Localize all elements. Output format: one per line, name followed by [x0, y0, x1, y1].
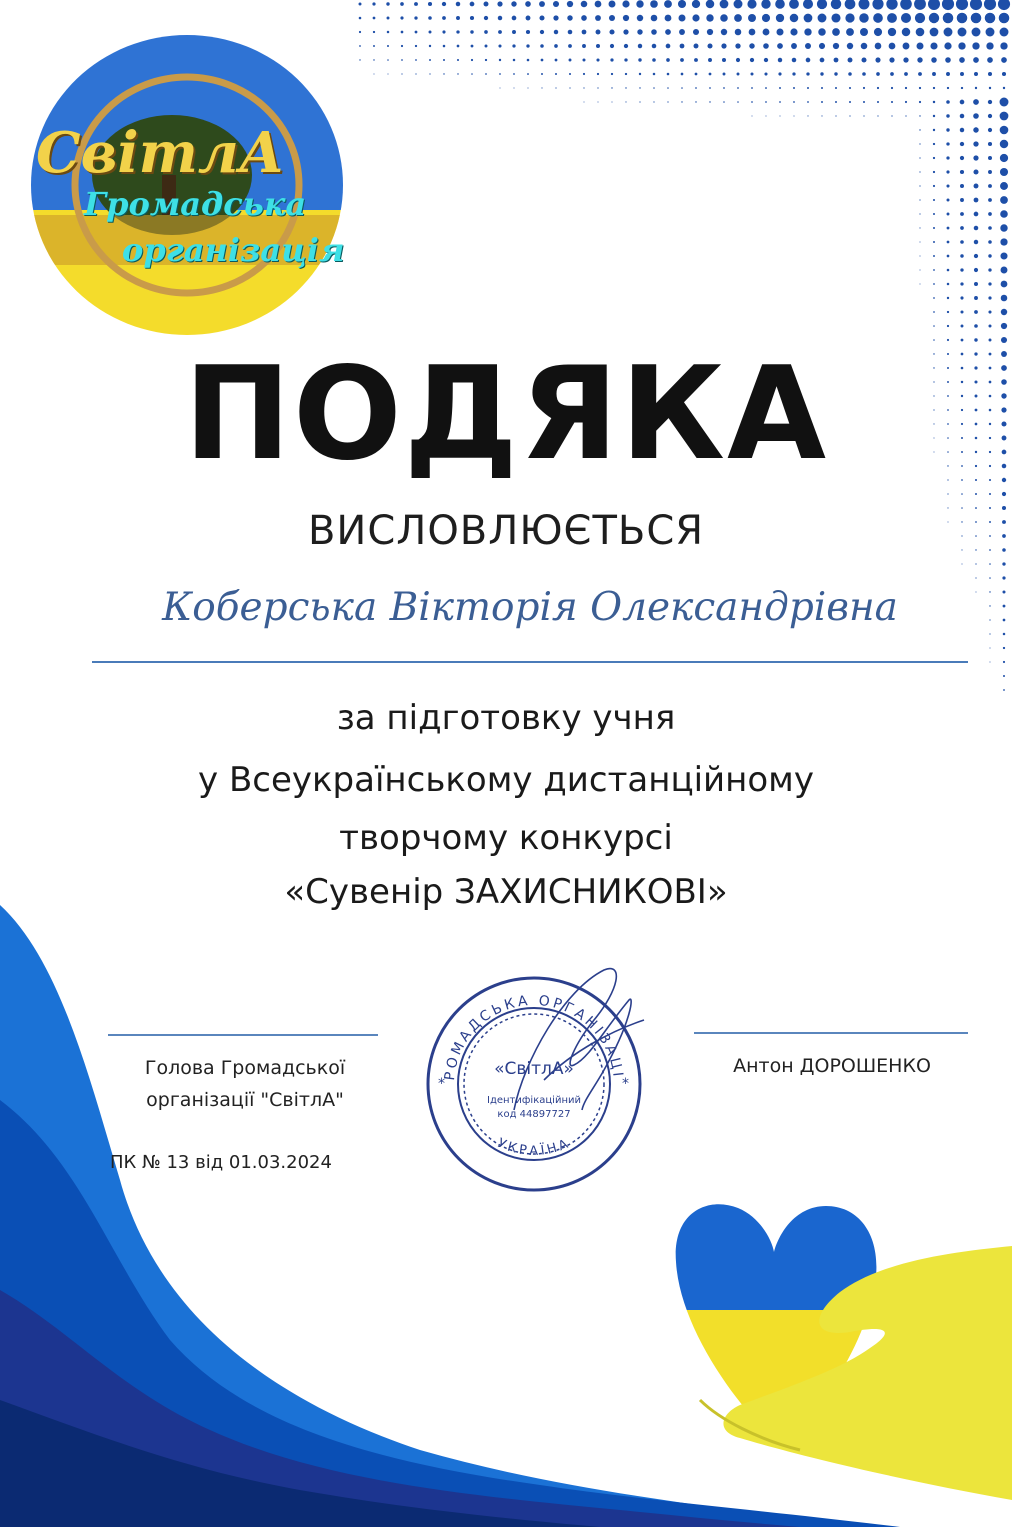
recipient-underline — [92, 661, 968, 663]
stamp-center-text: «СвітлА» — [494, 1059, 574, 1079]
logo-subtitle: Громадська — [84, 185, 307, 223]
stamp-id-code: код 44897727 — [497, 1109, 571, 1120]
reason-line-2: у Всеукраїнському дистанційному — [198, 760, 814, 800]
certificate-title: ПОДЯКА — [183, 340, 829, 489]
reason-line-3: творчому конкурсі — [339, 818, 673, 858]
stamp-bottom-text: УКРАЇНА — [495, 1135, 573, 1159]
recipient-name: Коберська Вікторія Олександрівна — [162, 585, 898, 630]
signatory-position-line-2: організації "СвітлА" — [146, 1089, 344, 1111]
official-stamp — [414, 960, 654, 1200]
signature-line-left — [108, 1034, 378, 1036]
organization-logo — [22, 25, 352, 345]
stamp-star-left: * — [438, 1076, 445, 1092]
signature-line-right — [694, 1032, 968, 1034]
certificate-subtitle: ВИСЛОВЛЮЄТЬСЯ — [307, 508, 705, 554]
signatory-position — [100, 1052, 390, 1116]
reason-line-1: за підготовку учня — [336, 698, 676, 738]
signatory-name: Антон ДОРОШЕНКО — [733, 1055, 931, 1077]
reason-line-4: «Сувенір ЗАХИСНИКОВІ» — [284, 872, 728, 912]
stamp-star-right: * — [622, 1076, 629, 1092]
logo-subtitle-2: організація — [122, 231, 345, 269]
logo-title: СвітлА — [36, 120, 285, 186]
order-number: ПК № 13 від 01.03.2024 — [110, 1152, 332, 1173]
stamp-id-label: Ідентифікаційний — [487, 1095, 581, 1106]
handwritten-signature — [454, 960, 654, 1160]
signatory-position-line-1: Голова Громадської — [144, 1057, 346, 1079]
stamp-top-text: РОМАДСЬКА ОРГАНІЗАЦІ — [441, 992, 626, 1082]
